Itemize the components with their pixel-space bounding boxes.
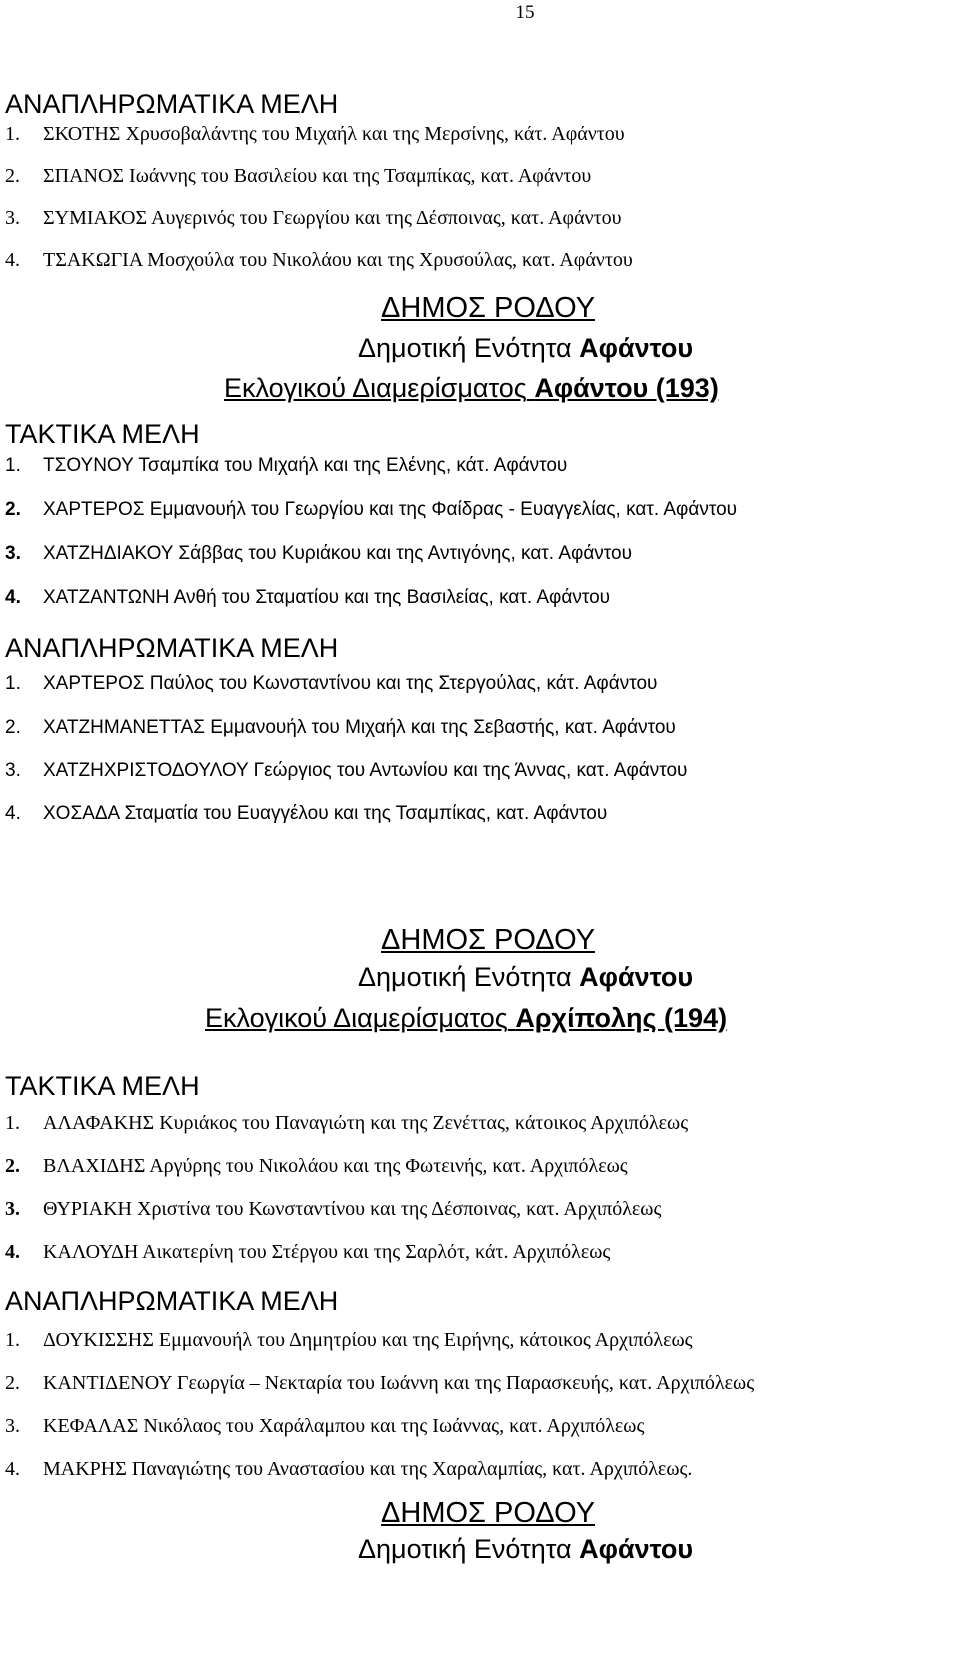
list-item: 2. ΒΛΑΧΙΔΗΣ Αργύρης του Νικολάου και της Φωτεινής, κατ. Αρχιπόλεως <box>5 1155 628 1177</box>
list-item: 4. ΧΟΣΑΔΑ Σταματία του Ευαγγέλου και της Τσαμπίκας, κατ. Αφάντου <box>5 803 608 824</box>
list-item: 1. ΣΚΟΤΗΣ Χρυσοβαλάντης του Μιχαήλ και της Μερσίνης, κάτ. Αφάντου <box>5 123 625 145</box>
list-item: 3. ΚΕΦΑΛΑΣ Νικόλαος του Χαράλαμπου και της Ιωάννας, κατ. Αρχιπόλεως <box>5 1415 645 1437</box>
list-item: 3. ΣΥΜΙΑΚΟΣ Αυγερινός του Γεωργίου και της Δέσποινας, κατ. Αφάντου <box>5 207 622 229</box>
municipal-unit: Δημοτική Ενότητα Αφάντου <box>358 333 694 363</box>
supplementary-heading: ΑΝΑΠΛΗΡΩΜΑΤΙΚΑ ΜΕΛΗ <box>5 89 339 119</box>
list-item: 2. ΣΠΑΝΟΣ Ιωάννης του Βασιλείου και της Τσαμπίκας, κατ. Αφάντου <box>5 165 592 187</box>
list-item: 4. ΤΣΑΚΩΓΙΑ Μοσχούλα του Νικολάου και της Χρυσούλας, κατ. Αφάντου <box>5 249 633 271</box>
municipal-unit: Δημοτική Ενότητα Αφάντου <box>358 1534 694 1564</box>
list-item: 1. ΑΛΑΦΑΚΗΣ Κυριάκος του Παναγιώτη και της Ζενέττας, κάτοικος Αρχιπόλεως <box>5 1112 689 1134</box>
list-item: 2. ΚΑΝΤΙΔΕΝΟΥ Γεωργία – Νεκταρία του Ιωάννη και της Παρασκευής, κατ. Αρχιπόλεως <box>5 1372 755 1394</box>
list-item: 3. ΘΥΡΙΑΚΗ Χριστίνα του Κωνσταντίνου και της Δέσποινας, κατ. Αρχιπόλεως <box>5 1198 662 1220</box>
supplementary-heading: ΑΝΑΠΛΗΡΩΜΑΤΙΚΑ ΜΕΛΗ <box>5 1286 339 1316</box>
regular-heading: ΤΑΚΤΙΚΑ ΜΕΛΗ <box>5 419 200 449</box>
list-item: 2. ΧΑΤΖΗΜΑΝΕΤΤΑΣ Εμμανουήλ του Μιχαήλ και της Σεβαστής, κατ. Αφάντου <box>5 717 676 738</box>
list-item: 1. ΤΣΟΥΝΟΥ Τσαμπίκα του Μιχαήλ και της Ελένης, κάτ. Αφάντου <box>5 455 568 476</box>
list-item: 3. ΧΑΤΖΗΔΙΑΚΟΥ Σάββας του Κυριάκου και της Αντιγόνης, κατ. Αφάντου <box>5 543 632 564</box>
regular-heading: ΤΑΚΤΙΚΑ ΜΕΛΗ <box>5 1071 200 1101</box>
list-item: 2. ΧΑΡΤΕΡΟΣ Εμμανουήλ του Γεωργίου και της Φαίδρας - Ευαγγελίας, κατ. Αφάντου <box>5 499 738 520</box>
municipality-title: ΔΗΜΟΣ ΡΟΔΟΥ <box>381 292 596 324</box>
municipality-title: ΔΗΜΟΣ ΡΟΔΟΥ <box>381 1497 596 1529</box>
list-item: 4. ΧΑΤΖΑΝΤΩΝΗ Ανθή του Σταματίου και της Βασιλείας, κατ. Αφάντου <box>5 587 611 608</box>
page-number: 15 <box>515 2 535 23</box>
list-item: 1. ΧΑΡΤΕΡΟΣ Παύλος του Κωνσταντίνου και της Στεργούλας, κάτ. Αφάντου <box>5 673 658 694</box>
list-item: 3. ΧΑΤΖΗΧΡΙΣΤΟΔΟΥΛΟΥ Γεώργιος του Αντωνίου και της Άννας, κατ. Αφάντου <box>5 760 688 781</box>
municipal-unit: Δημοτική Ενότητα Αφάντου <box>358 962 694 992</box>
list-item: 1. ΔΟΥΚΙΣΣΗΣ Εμμανουήλ του Δημητρίου και της Ειρήνης, κάτοικος Αρχιπόλεως <box>5 1329 693 1351</box>
municipality-title: ΔΗΜΟΣ ΡΟΔΟΥ <box>381 924 596 956</box>
supplementary-heading: ΑΝΑΠΛΗΡΩΜΑΤΙΚΑ ΜΕΛΗ <box>5 633 339 663</box>
electoral-district: Εκλογικού Διαμερίσματος Αφάντου (193) <box>224 373 719 403</box>
list-item: 4. ΜΑΚΡΗΣ Παναγιώτης του Αναστασίου και της Χαραλαμπίας, κατ. Αρχιπόλεως. <box>5 1458 693 1480</box>
electoral-district: Εκλογικού Διαμερίσματος Αρχίπολης (194) <box>205 1003 728 1033</box>
list-item: 4. ΚΑΛΟΥΔΗ Αικατερίνη του Στέργου και της Σαρλότ, κάτ. Αρχιπόλεως <box>5 1241 611 1263</box>
